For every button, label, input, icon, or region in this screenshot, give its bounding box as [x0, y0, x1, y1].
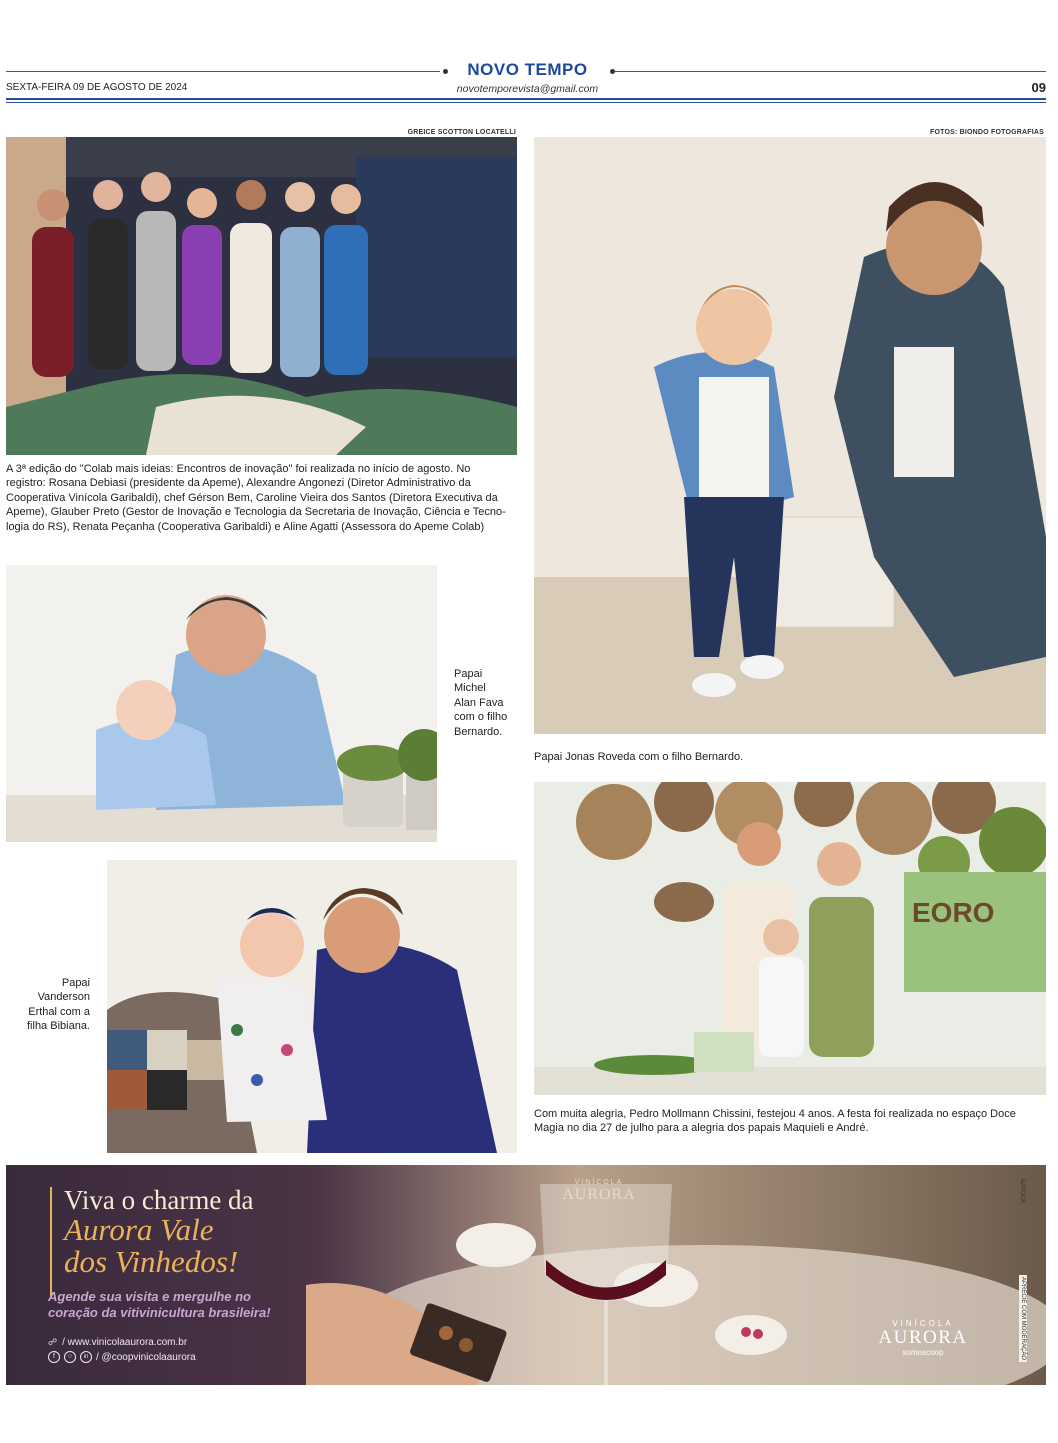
caption-line: logia do RS), Renata Peçanha (Cooperativa Garibaldi) e Aline Agatti (Assessora do Apeme Colab) — [6, 520, 485, 533]
caption-line: com o filho — [454, 711, 508, 724]
advert-disclaimer: APRECIE COM MODERAÇÃO — [1020, 1277, 1026, 1361]
advert-accent-bar — [50, 1187, 52, 1297]
caption-line: filha Bibiana. — [27, 1020, 90, 1033]
caption-line: Magia no dia 27 de julho para a alegria dos papais Maquieli e André. — [534, 1122, 869, 1135]
brand-logo-name: AURORA — [878, 1327, 968, 1348]
brand-logo — [868, 1319, 978, 1357]
photo-pedro-party — [534, 782, 1046, 1095]
advert-aurora[interactable] — [6, 1165, 1046, 1385]
caption-line: Papai — [61, 977, 90, 989]
glass-logo-brand: AURORA — [562, 1186, 636, 1203]
issue-date: SEXTA-FEIRA 09 DE AGOSTO DE 2024 — [6, 82, 188, 93]
advert-headline-accent — [64, 1214, 238, 1278]
caption-pedro — [534, 1107, 1046, 1136]
caption-colab — [6, 462, 517, 534]
caption-line: Papai — [454, 668, 483, 680]
caption-line: Apeme), Glauber Preto (Gestor de Inovação e Tecnologia da Secretaria de Inovação, Ciência e Tecno- — [6, 506, 506, 519]
advert-headline-line: dos Vinhedos! — [64, 1244, 239, 1279]
advert-subtitle-line: coração da vitivinicultura brasileira! — [48, 1305, 271, 1320]
glass-logo — [544, 1179, 654, 1204]
caption-line: A 3ª edição do "Colab mais ideias: Encontros de inovação" foi realizada no início de agosto. No — [6, 463, 471, 475]
caption-line: Bernardo. — [454, 725, 503, 738]
caption-line: Cooperativa Vinícola Garibaldi), chef Gérson Bem, Caroline Vieira dos Santos (Diretora Executiva da — [6, 491, 498, 504]
caption-michel — [454, 667, 524, 739]
photo-colab-group — [6, 137, 517, 455]
advert-social-row[interactable] — [48, 1351, 196, 1363]
link-icon: ☍ — [48, 1337, 58, 1347]
facebook-icon[interactable]: f — [48, 1351, 60, 1363]
advert-headline: Viva o charme da — [64, 1185, 254, 1215]
advert-website-row[interactable] — [48, 1337, 187, 1348]
masthead-email: novotemporevista@gmail.com — [456, 83, 599, 95]
glass-logo-small: VINÍCOLA — [574, 1179, 624, 1186]
svg-text:EORO: EORO — [912, 897, 995, 928]
brand-logo-tag: somoscoop — [902, 1348, 944, 1357]
caption-line: Com muita alegria, Pedro Mollmann Chissini, festejou 4 anos. A festa foi realizada no espaço Doce — [534, 1108, 1016, 1120]
header-divider-thin — [6, 102, 1046, 103]
photo-credit: FOTOS: BIONDO FOTOGRAFIAS — [929, 129, 1044, 136]
page-number: 09 — [1031, 80, 1046, 95]
linkedin-icon[interactable]: in — [80, 1351, 92, 1363]
caption-vanderson — [20, 976, 90, 1034]
brand-logo-small: VINÍCOLA — [892, 1319, 954, 1328]
caption-jonas: Papai Jonas Roveda com o filho Bernardo. — [534, 751, 744, 763]
photo-vanderson-erthal — [107, 860, 517, 1153]
masthead-title: NOVO TEMPO — [467, 60, 588, 79]
photo-credit: GREICE SCOTTON LOCATELLI — [407, 129, 516, 136]
advert-subtitle — [48, 1289, 271, 1321]
header-divider — [6, 98, 1046, 100]
advert-website[interactable]: / www.vinicolaaurora.com.br — [62, 1337, 188, 1348]
caption-line: registro: Rosana Debiasi (presidente da Apeme), Alexandre Angonezi (Diretor Administrativo da — [6, 477, 471, 490]
caption-line: Erthal com a — [28, 1005, 90, 1018]
advert-subtitle-line: Agende sua visita e mergulhe no — [48, 1289, 251, 1304]
caption-line: Vanderson — [37, 991, 90, 1004]
caption-line: Alan Fava — [454, 696, 504, 709]
caption-line: Michel — [454, 682, 486, 695]
photo-michel-fava — [6, 565, 437, 842]
advert-social-handle[interactable]: / @coopvinicolaaurora — [96, 1351, 196, 1363]
photo-jonas-roveda — [534, 137, 1046, 734]
instagram-icon[interactable]: ○ — [64, 1351, 76, 1363]
advert-agency: BATOCA — [1019, 1179, 1025, 1204]
advert-headline-line: Aurora Vale — [64, 1212, 214, 1247]
